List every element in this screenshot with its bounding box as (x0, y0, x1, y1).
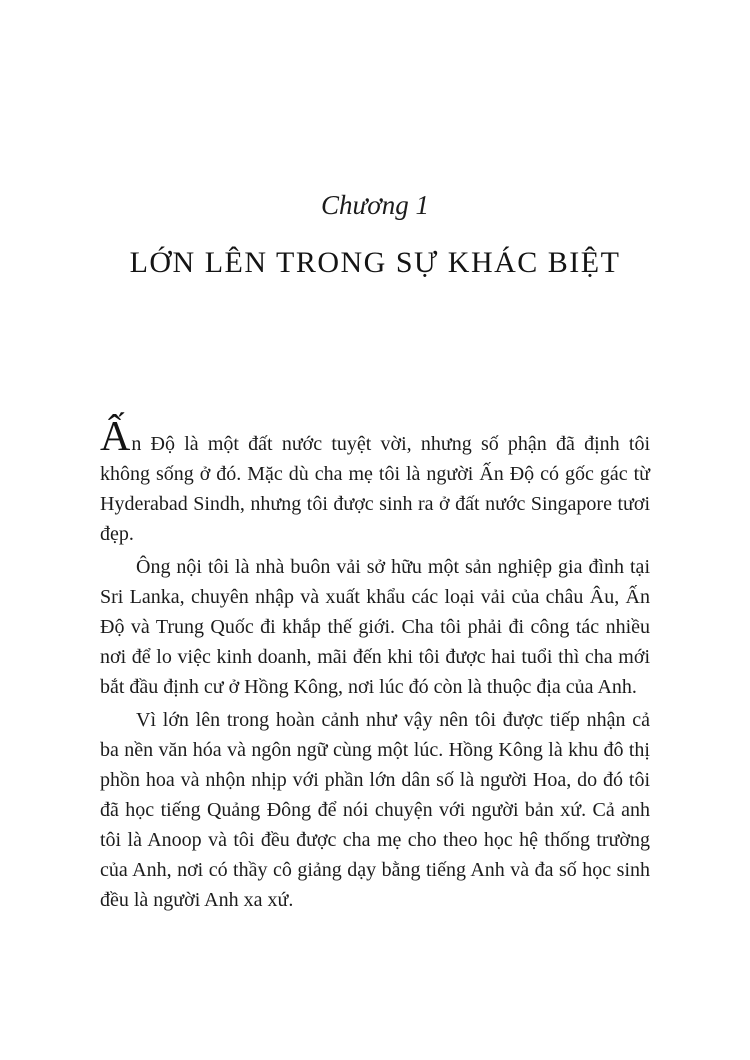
chapter-title: LỚN LÊN TRONG SỰ KHÁC BIỆT (129, 246, 621, 279)
paragraph-2: Ông nội tôi là nhà buôn vải sở hữu một sản nghiệp gia đình tại Sri Lanka, chuyên nhập và xuất khẩu các loại vải của châu Âu, Ấn Độ và Trung Quốc đi khắp thế giới. Cha tôi phải đi công tác nhiều nơi để lo việc kinh doanh, mãi đến khi tôi được hai tuổi thì cha mới bắt đầu định cư ở Hồng Kông, nơi lúc đó còn là thuộc địa của Anh. (100, 556, 650, 698)
paragraph-1-text: n Độ là một đất nước tuyệt vời, nhưng số phận đã định tôi không sống ở đó. Mặc dù cha mẹ tôi là người Ấn Độ có gốc gác từ Hyderabad Sindh, nhưng tôi được sinh ra ở đất nước Singapore tươi đẹp. (100, 433, 650, 545)
chapter-label: Chương 1 (321, 190, 429, 220)
page-content (100, 0, 650, 918)
initial-cap: Ấ (100, 414, 131, 460)
chapter-body (100, 414, 650, 915)
paragraph-3: Vì lớn lên trong hoàn cảnh như vậy nên tôi được tiếp nhận cả ba nền văn hóa và ngôn ngữ cùng một lúc. Hồng Kông là khu đô thị phồn hoa và nhộn nhịp với phần lớn dân số là người Hoa, do đó tôi đã học tiếng Quảng Đông để nói chuyện với người bản xứ. Cả anh tôi là Anoop và tôi đều được cha mẹ cho theo học hệ thống trường của Anh, nơi có thầy cô giảng dạy bằng tiếng Anh và đa số học sinh đều là người Anh xa xứ. (100, 709, 650, 911)
paragraph-1 (100, 414, 650, 549)
